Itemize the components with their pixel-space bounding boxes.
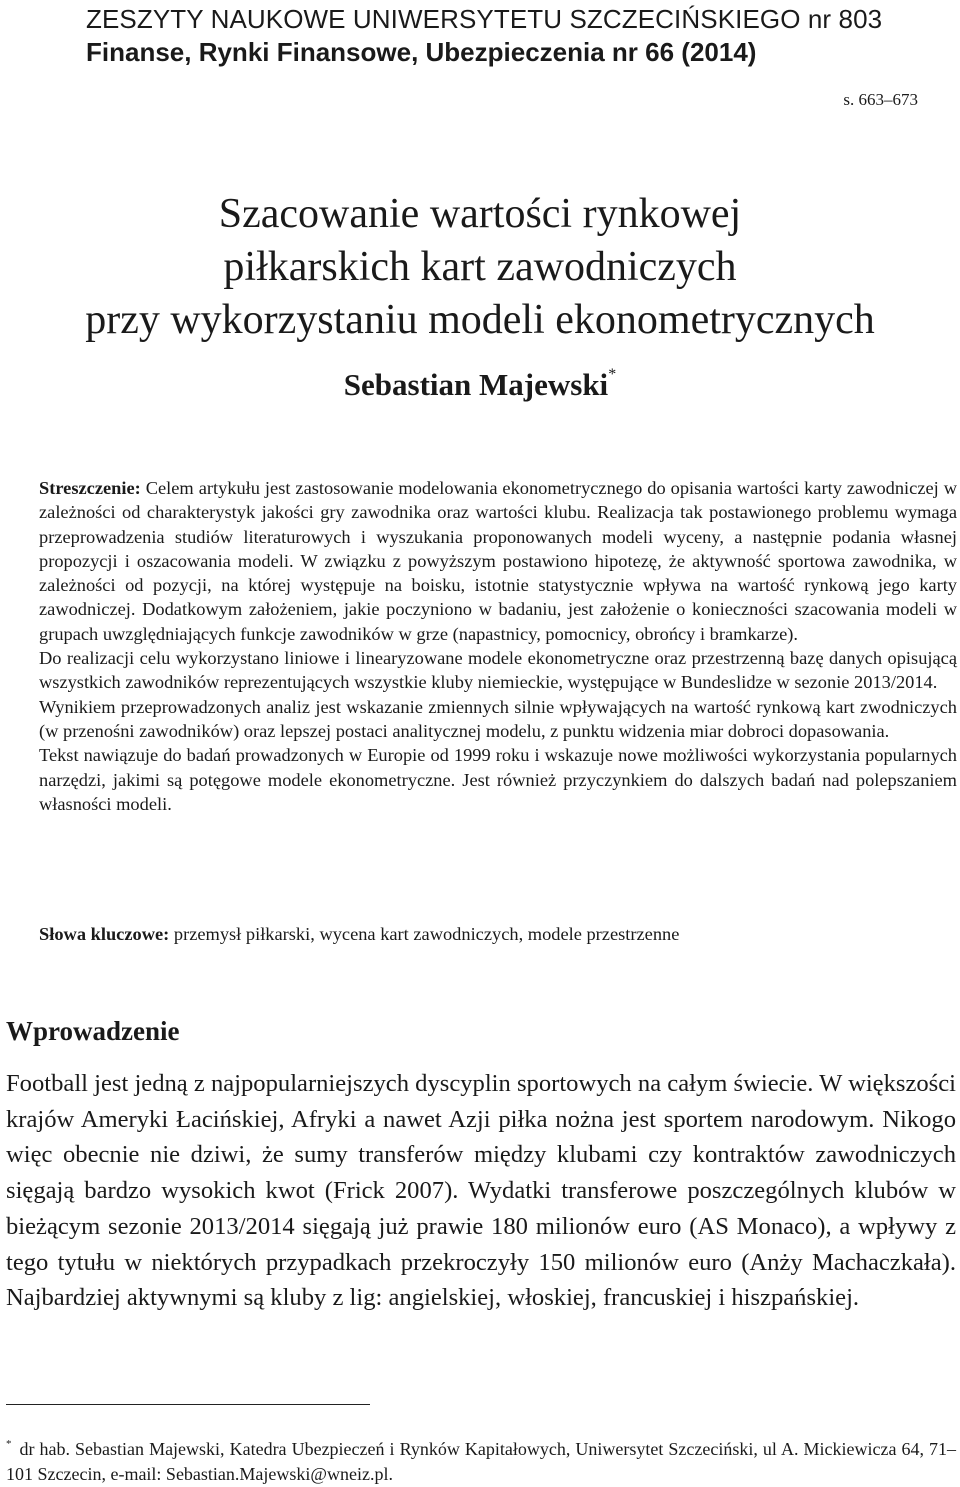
abstract-paragraph-4: Tekst nawiązuje do badań prowadzonych w Europie od 1999 roku i wskazuje nowe możliwości wykorzystania popularnych narzędzi, jakimi są potęgowe modele ekonometryczne. Jest również przyczynkiem do dalszych badań nad polepszaniem własności modeli.: [39, 745, 957, 814]
abstract-paragraph-1: [39, 476, 957, 646]
abstract-label: Streszczenie:: [39, 478, 141, 498]
page-range: s. 663–673: [843, 90, 918, 109]
keywords-label: Słowa kluczowe:: [39, 924, 170, 944]
abstract-paragraph-3: Wynikiem przeprowadzonych analiz jest wskazanie zmiennych silnie wpływających na wartość rynkową kart zwodniczych (w przenośni zawodników) oraz lepszej postaci analitycznej modelu, z punktu widzenia miar dobroci dopasowania.: [39, 696, 957, 741]
author-footnote-mark: *: [608, 366, 617, 383]
article-title-line-1: Szacowanie wartości rynkowej: [218, 191, 742, 237]
abstract: [39, 476, 957, 816]
journal-series-line: Finanse, Rynki Finansowe, Ubezpieczenia nr 66 (2014): [86, 37, 757, 67]
section-heading: Wprowadzenie: [6, 1016, 180, 1046]
abstract-paragraph-2: Do realizacji celu wykorzystano liniowe i linearyzowane modele ekonometryczne oraz przestrzenną bazę danych opisującą wszystkich zawodników reprezentujących wszystkie kluby niemieckie, występujące w Bundeslidze w sezonie 2013/2014.: [39, 648, 957, 693]
abstract-text-1: Celem artykułu jest zastosowanie modelowania ekonometrycznego do opisania wartości karty zawodniczej w zależności od charakterystyk jakości gry zawodnika oraz wartości klubu. Realizacja tak postawionego problemu wymaga przeprowadzenia studiów literaturowych i wyszukania proponowanych modeli wyceny, a następnie podania własnej propozycji i oszacowania modeli. W związku z powyższym postawiono hipotezę, że aktywność sportowa zawodnika, w zależności od pozycji, na której występuje na boisku, istotnie statystycznie wpływa na wartość rynkową jego karty zawodniczej. Dodatkowym założeniem, jakie poczyniono w badaniu, jest założenie o konieczności szacowania modeli w grupach uwzględniających funkcje zawodników w grze (napastnicy, pomocnicy, obrońcy i bramkarze).: [39, 478, 957, 644]
journal-name-line: ZESZYTY NAUKOWE UNIWERSYTETU SZCZECIŃSKIEGO nr 803: [86, 4, 883, 34]
footnote-divider: [6, 1404, 370, 1405]
author: [0, 366, 960, 403]
footnote-text: dr hab. Sebastian Majewski, Katedra Ubezpieczeń i Rynków Kapitałowych, Uniwersytet Szczeciński, ul A. Mickiewicza 64, 71–101 Szczecin, e-mail: Sebastian.Majewski@wneiz.pl.: [6, 1439, 956, 1484]
keywords: [39, 924, 957, 945]
article-title-line-3: przy wykorzystaniu modeli ekonometrycznych: [85, 297, 875, 343]
article-title: [0, 188, 960, 347]
footnote: [6, 1432, 956, 1487]
keywords-text: przemysł piłkarski, wycena kart zawodniczych, modele przestrzenne: [173, 924, 680, 944]
author-name: Sebastian Majewski: [343, 367, 609, 402]
footnote-mark: *: [6, 1438, 12, 1450]
intro-paragraph: Football jest jedną z najpopularniejszych dyscyplin sportowych na całym świecie. W większości krajów Ameryki Łacińskiej, Afryki a nawet Azji piłka nożna jest sportem narodowym. Nikogo więc obecnie nie dziwi, że sumy transferów między klubami czy kontraktów zawodniczych sięgają bardzo wysokich kwot (Frick 2007). Wydatki transferowe poszczególnych klubów w bieżącym sezonie 2013/2014 sięgają już prawie 180 milionów euro (AS Monaco), a wpływy z tego tytułu w niektórych przypadkach przekroczyły 150 milionów euro (Anży Machaczkała). Najbardziej aktywnymi są kluby z lig: angielskiej, włoskiej, francuskiej i hiszpańskiej.: [6, 1070, 956, 1312]
article-title-line-2: piłkarskich kart zawodniczych: [223, 244, 737, 290]
